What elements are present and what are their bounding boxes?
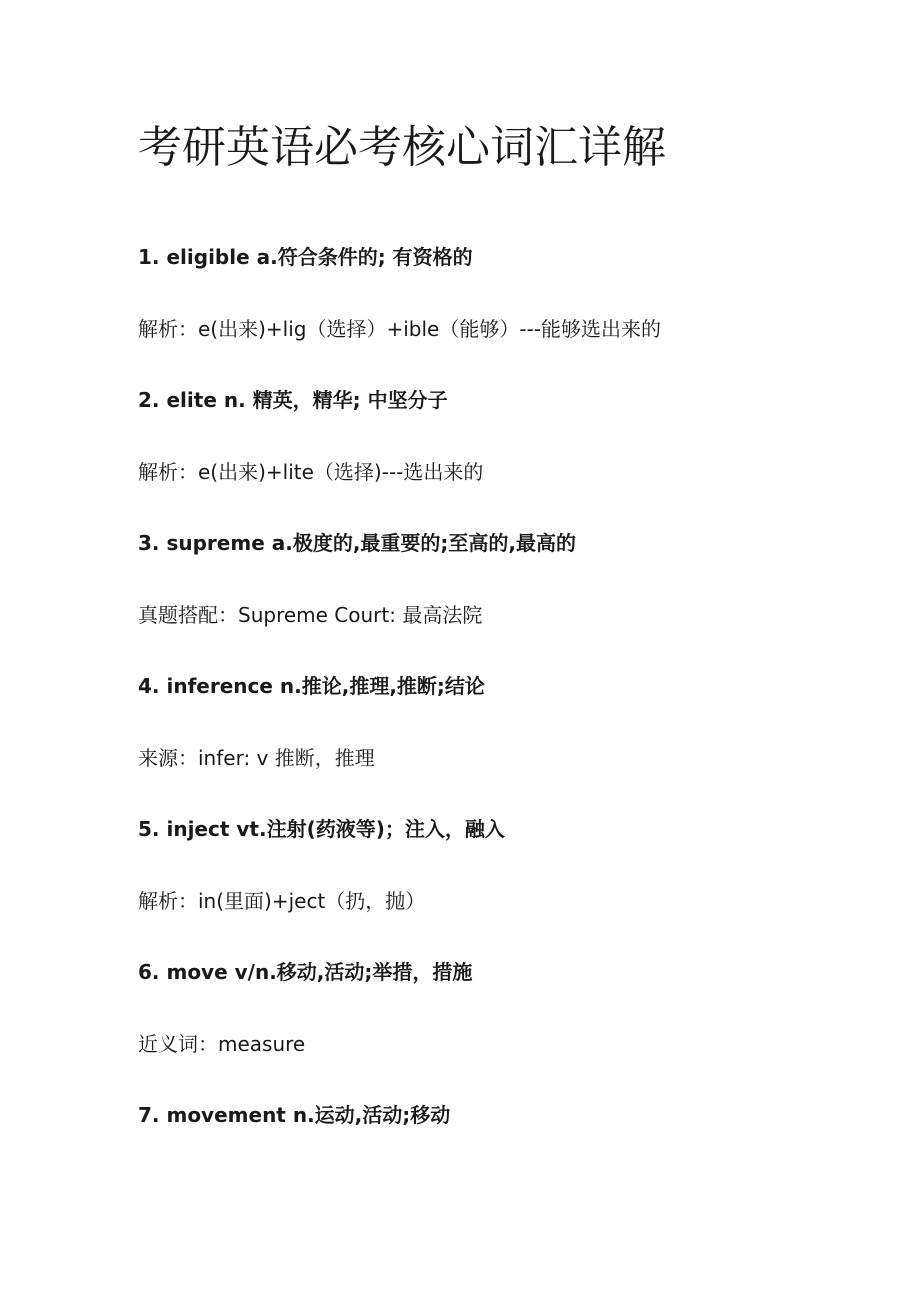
entry-heading: 6. move v/n.移动,活动;举措，措施 [138, 960, 473, 984]
entry-note: 来源：infer: v 推断，推理 [138, 745, 375, 770]
page-title: 考研英语必考核心词汇详解 [138, 122, 666, 173]
entry-heading: 4. inference n.推论,推理,推断;结论 [138, 674, 485, 698]
entry-note: 解析：e(出来)+lig（选择）+ible（能够）---能够选出来的 [138, 316, 661, 341]
entry-note: 真题搭配：Supreme Court: 最高法院 [138, 602, 483, 627]
entry-note: 近义词：measure [138, 1031, 306, 1056]
entry-note: 解析：e(出来)+lite（选择)---选出来的 [138, 459, 484, 484]
entry-heading: 1. eligible a.符合条件的; 有资格的 [138, 245, 473, 269]
vocabulary-list [138, 240, 838, 1170]
entry-heading: 5. inject vt.注射(药液等)；注入，融入 [138, 817, 505, 841]
entry-note: 解析：in(里面)+ject（扔，抛） [138, 888, 426, 913]
entry-heading: 7. movement n.运动,活动;移动 [138, 1103, 451, 1127]
entry-heading: 2. elite n. 精英，精华; 中坚分子 [138, 388, 448, 412]
entry-heading: 3. supreme a.极度的,最重要的;至高的,最高的 [138, 531, 577, 555]
